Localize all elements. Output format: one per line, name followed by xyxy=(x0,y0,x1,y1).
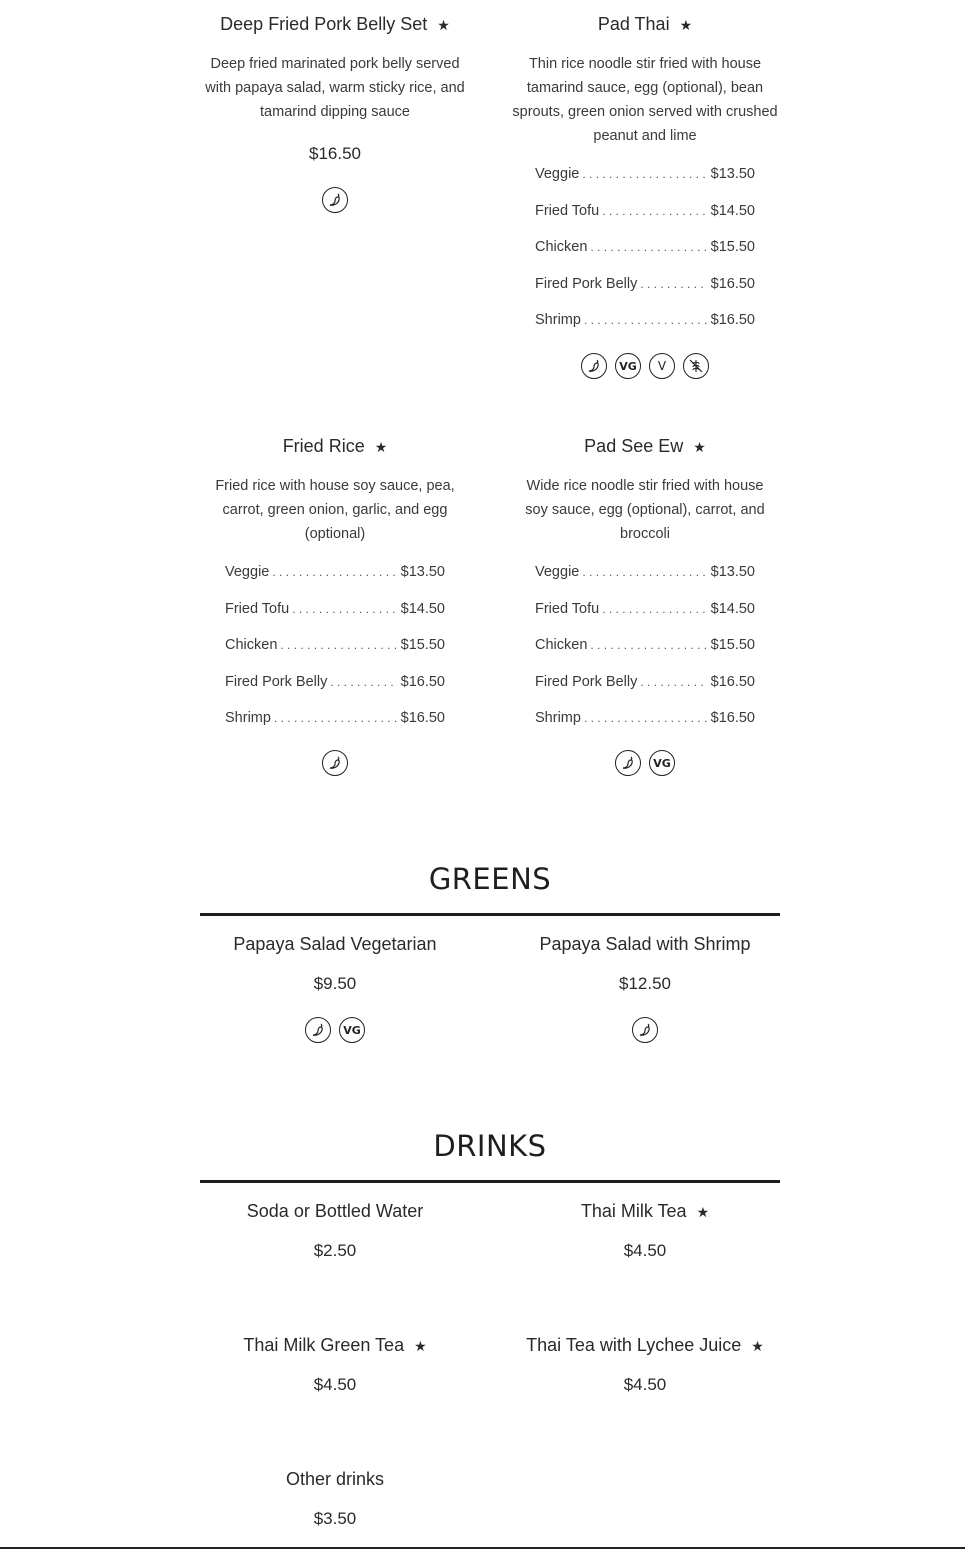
dish-title-pork-belly-set: Deep Fried Pork Belly Set ★ xyxy=(220,14,450,34)
dish-desc-pad-see-ew: Wide rice noodle stir fried with house soy sauce, egg (optional), carrot, and broccoli xyxy=(525,478,765,542)
spicy-icon xyxy=(632,1017,658,1043)
price-option-row xyxy=(225,710,445,726)
section-divider xyxy=(200,1180,780,1183)
spicy-icon xyxy=(581,353,607,379)
price-option-row xyxy=(535,203,755,219)
gluten-free-icon xyxy=(683,353,709,379)
option-price: $16.50 xyxy=(710,710,755,727)
price-option-row xyxy=(535,276,755,292)
section-heading-drinks: DRINKS xyxy=(433,1129,547,1163)
dot-leader xyxy=(292,602,397,616)
signature-star-icon: ★ xyxy=(693,439,706,455)
option-price: $16.50 xyxy=(400,710,445,727)
drink-price-thai-milk-green-tea: $4.50 xyxy=(313,1375,357,1394)
price-option-row xyxy=(535,239,755,255)
dot-leader xyxy=(584,711,708,725)
option-name: Fired Pork Belly xyxy=(535,275,638,292)
option-name: Fired Pork Belly xyxy=(535,673,638,690)
option-price: $16.50 xyxy=(400,673,445,690)
option-name: Fried Tofu xyxy=(225,600,290,617)
vegan-icon: VG xyxy=(339,1017,365,1043)
dot-leader xyxy=(640,277,707,291)
signature-star-icon: ★ xyxy=(751,1338,764,1354)
price-option-row xyxy=(535,601,755,617)
dot-leader xyxy=(590,638,707,652)
option-name: Chicken xyxy=(225,637,278,654)
option-price: $16.50 xyxy=(710,275,755,292)
dot-leader xyxy=(602,602,707,616)
option-name: Shrimp xyxy=(535,312,581,329)
dot-leader xyxy=(590,240,707,254)
drink-title-thai-milk-green-tea: Thai Milk Green Tea ★ xyxy=(243,1335,427,1355)
diet-icons-papaya-veg xyxy=(200,1017,470,1043)
drink-price-thai-tea-lychee: $4.50 xyxy=(623,1375,667,1394)
dish-desc-fried-rice: Fried rice with house soy sauce, pea, carrot, green onion, garlic, and egg (optional) xyxy=(215,478,455,542)
greens-title-papaya-veg: Papaya Salad Vegetarian xyxy=(233,934,437,954)
signature-star-icon: ★ xyxy=(696,1204,710,1220)
spicy-icon xyxy=(305,1017,331,1043)
price-option-row xyxy=(535,564,755,580)
price-option-row xyxy=(225,674,445,690)
option-name: Fried Tofu xyxy=(535,202,600,219)
dot-leader xyxy=(280,638,397,652)
signature-star-icon: ★ xyxy=(374,439,388,455)
dot-leader xyxy=(272,565,397,579)
drink-price-other-drinks: $3.50 xyxy=(313,1509,357,1528)
dish-title-pad-thai: Pad Thai ★ xyxy=(597,14,693,34)
price-option-row xyxy=(225,564,445,580)
drink-price-soda: $2.50 xyxy=(313,1241,357,1260)
dish-desc-pad-thai: Thin rice noodle stir fried with house tamarind sauce, egg (optional), bean sprouts, green onion served with crushed peanut and lime xyxy=(512,56,778,144)
spicy-icon xyxy=(615,750,641,776)
price-option-row xyxy=(535,710,755,726)
price-option-row xyxy=(225,637,445,653)
greens-title-papaya-shrimp: Papaya Salad with Shrimp xyxy=(539,934,751,954)
greens-price-papaya-shrimp: $12.50 xyxy=(619,974,671,993)
option-price: $15.50 xyxy=(710,239,755,256)
price-option-row xyxy=(535,674,755,690)
drink-title-other-drinks: Other drinks xyxy=(285,1469,385,1489)
price-option-row xyxy=(535,166,755,182)
dot-leader xyxy=(274,711,398,725)
dot-leader xyxy=(582,167,707,181)
diet-icons-pad-see-ew xyxy=(508,750,782,776)
option-price: $15.50 xyxy=(400,637,445,654)
section-heading-greens: GREENS xyxy=(428,862,552,896)
dish-title-fried-rice: Fried Rice ★ xyxy=(282,436,388,456)
dot-leader xyxy=(584,313,708,327)
dot-leader xyxy=(640,675,707,689)
option-price: $16.50 xyxy=(710,312,755,329)
option-name: Chicken xyxy=(535,637,588,654)
price-option-row xyxy=(225,601,445,617)
diet-icons-pad-thai xyxy=(508,353,782,379)
spicy-icon xyxy=(322,750,348,776)
section-divider xyxy=(200,913,780,916)
spicy-icon xyxy=(322,187,348,213)
greens-price-papaya-veg: $9.50 xyxy=(313,974,357,993)
vegan-icon: VG xyxy=(615,353,641,379)
dish-price-pork-belly-set: $16.50 xyxy=(309,144,361,163)
option-name: Fried Tofu xyxy=(535,600,600,617)
diet-icons-pork-belly-set xyxy=(200,187,470,213)
option-name: Shrimp xyxy=(535,710,581,727)
price-option-row xyxy=(535,637,755,653)
option-price: $16.50 xyxy=(710,673,755,690)
diet-icons-fried-rice xyxy=(200,750,470,776)
dish-title-pad-see-ew: Pad See Ew ★ xyxy=(584,436,706,456)
option-name: Chicken xyxy=(535,239,588,256)
signature-star-icon: ★ xyxy=(414,1338,427,1354)
dot-leader xyxy=(582,565,707,579)
option-price: $14.50 xyxy=(710,600,755,617)
page-bottom-border xyxy=(0,1547,965,1549)
dot-leader xyxy=(330,675,397,689)
vegan-icon: VG xyxy=(649,750,675,776)
option-price: $15.50 xyxy=(710,637,755,654)
drink-title-thai-tea-lychee: Thai Tea with Lychee Juice ★ xyxy=(526,1335,764,1355)
signature-star-icon: ★ xyxy=(437,17,450,33)
price-option-row xyxy=(535,312,755,328)
option-price: $13.50 xyxy=(710,166,755,182)
option-name: Veggie xyxy=(535,564,580,580)
signature-star-icon: ★ xyxy=(679,17,693,33)
vegetarian-icon: V xyxy=(649,353,675,379)
option-name: Veggie xyxy=(535,166,580,182)
option-name: Veggie xyxy=(225,564,270,580)
option-price: $13.50 xyxy=(400,564,445,580)
dot-leader xyxy=(602,204,707,218)
diet-icons-papaya-shrimp xyxy=(508,1017,782,1043)
dish-desc-pork-belly-set: Deep fried marinated pork belly served with papaya salad, warm sticky rice, and tamarind dipping sauce xyxy=(205,56,465,120)
option-name: Fired Pork Belly xyxy=(225,673,328,690)
option-name: Shrimp xyxy=(225,710,271,727)
option-price: $14.50 xyxy=(400,600,445,617)
drink-title-thai-milk-tea: Thai Milk Tea ★ xyxy=(580,1201,710,1221)
drink-title-soda: Soda or Bottled Water xyxy=(246,1201,424,1221)
option-price: $13.50 xyxy=(710,564,755,580)
option-price: $14.50 xyxy=(710,202,755,219)
drink-price-thai-milk-tea: $4.50 xyxy=(623,1241,667,1260)
